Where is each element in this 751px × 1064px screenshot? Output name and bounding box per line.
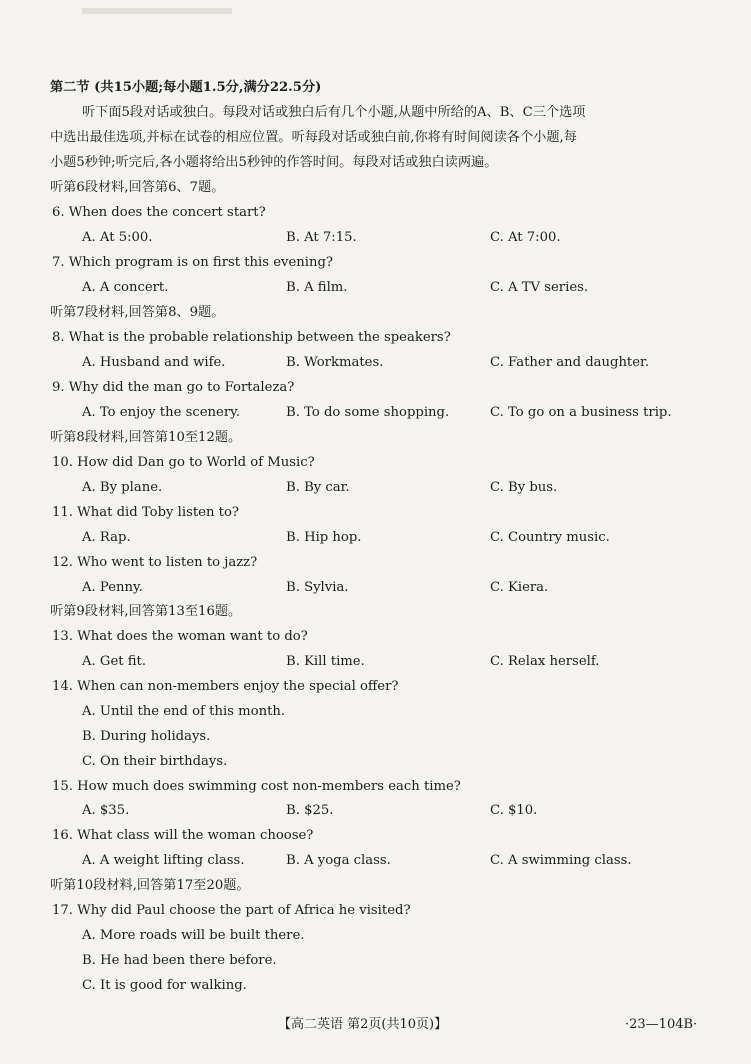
option-c: C. A swimming class. — [490, 853, 632, 868]
option-b: B. By car. — [286, 480, 350, 495]
options-9 — [0, 404, 751, 422]
question-7: 7. Which program is on first this evening? — [52, 255, 334, 270]
option-b: B. A film. — [286, 280, 348, 295]
options-13 — [0, 653, 751, 671]
material-heading: 听第8段材料,回答第10至12题。 — [50, 430, 242, 445]
option-b: B. Workmates. — [286, 355, 384, 370]
option-b: B. He had been there before. — [82, 953, 277, 968]
material-heading: 听第9段材料,回答第13至16题。 — [50, 604, 242, 619]
option-c: C. Relax herself. — [490, 654, 600, 669]
options-8 — [0, 354, 751, 372]
option-a: A. Until the end of this month. — [82, 704, 286, 719]
question-16: 16. What class will the woman choose? — [52, 828, 314, 843]
page-footer — [0, 1016, 751, 1034]
option-a: A. A concert. — [82, 280, 169, 295]
question-11: 11. What did Toby listen to? — [52, 505, 239, 520]
option-a: A. A weight lifting class. — [82, 853, 245, 868]
material-heading: 听第6段材料,回答第6、7题。 — [50, 180, 225, 195]
question-15: 15. How much does swimming cost non-members each time? — [52, 779, 461, 794]
options-15 — [0, 802, 751, 820]
option-a: A. At 5:00. — [82, 230, 153, 245]
option-c: C. Country music. — [490, 530, 610, 545]
question-17: 17. Why did Paul choose the part of Africa he visited? — [52, 903, 411, 918]
option-c: C. To go on a business trip. — [490, 405, 672, 420]
option-b: B. Hip hop. — [286, 530, 362, 545]
scan-top-smudge — [82, 8, 232, 14]
options-6 — [0, 229, 751, 247]
option-a: A. More roads will be built there. — [82, 928, 305, 943]
option-a: A. $35. — [82, 803, 130, 818]
material-heading: 听第10段材料,回答第17至20题。 — [50, 878, 250, 893]
option-c: C. Kiera. — [490, 580, 549, 595]
instruction-line-2: 中选出最佳选项,并标在试卷的相应位置。听每段对话或独白前,你将有时间阅读各个小题,每 — [50, 130, 577, 145]
material-heading: 听第7段材料,回答第8、9题。 — [50, 305, 225, 320]
footer-page-label: 【高二英语 第2页(共10页)】 — [278, 1017, 448, 1032]
options-7 — [0, 279, 751, 297]
option-c: C. By bus. — [490, 480, 558, 495]
option-a: A. By plane. — [82, 480, 163, 495]
option-b: B. Sylvia. — [286, 580, 349, 595]
section-heading: 第二节 (共15小题;每小题1.5分,满分22.5分) — [50, 80, 322, 95]
option-b: B. At 7:15. — [286, 230, 357, 245]
option-a: A. Get fit. — [82, 654, 147, 669]
option-b: B. To do some shopping. — [286, 405, 450, 420]
option-b: B. $25. — [286, 803, 334, 818]
options-16 — [0, 852, 751, 870]
option-c: C. Father and daughter. — [490, 355, 650, 370]
option-a: A. Husband and wife. — [82, 355, 226, 370]
instruction-line-1: 听下面5段对话或独白。每段对话或独白后有几个小题,从题中所给的A、B、C三个选项 — [82, 105, 586, 120]
instruction-line-3: 小题5秒钟;听完后,各小题将给出5秒钟的作答时间。每段对话或独白读两遍。 — [50, 155, 498, 170]
option-c: C. At 7:00. — [490, 230, 561, 245]
option-a: A. Rap. — [82, 530, 131, 545]
question-8: 8. What is the probable relationship between the speakers? — [52, 330, 451, 345]
option-c: C. $10. — [490, 803, 538, 818]
options-10 — [0, 479, 751, 497]
option-c: C. It is good for walking. — [82, 978, 247, 993]
option-b: B. A yoga class. — [286, 853, 391, 868]
options-12 — [0, 579, 751, 597]
options-11 — [0, 529, 751, 547]
question-9: 9. Why did the man go to Fortaleza? — [52, 380, 295, 395]
question-12: 12. Who went to listen to jazz? — [52, 555, 258, 570]
option-b: B. During holidays. — [82, 729, 211, 744]
option-c: C. A TV series. — [490, 280, 589, 295]
option-a: A. To enjoy the scenery. — [82, 405, 241, 420]
question-14: 14. When can non-members enjoy the special offer? — [52, 679, 399, 694]
question-13: 13. What does the woman want to do? — [52, 629, 308, 644]
option-a: A. Penny. — [82, 580, 143, 595]
question-6: 6. When does the concert start? — [52, 205, 266, 220]
option-b: B. Kill time. — [286, 654, 365, 669]
footer-code: ·23—104B· — [625, 1017, 698, 1032]
option-c: C. On their birthdays. — [82, 754, 228, 769]
question-10: 10. How did Dan go to World of Music? — [52, 455, 315, 470]
